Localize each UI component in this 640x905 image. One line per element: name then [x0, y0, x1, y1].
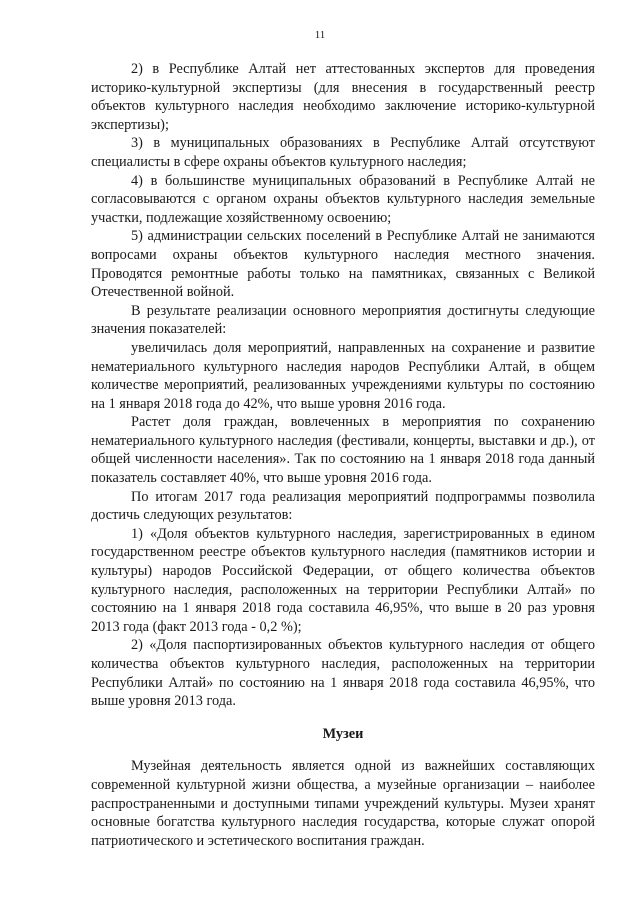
paragraph-museums: Музейная деятельность является одной из важнейших составляющих современной культурной жизни общества, а музейные организации – наиболее распространенными и доступными типами учреждений культуры. Музеи хранят основные богатства культурного наследия государства, которые служат опорой патриотического и эстетического воспитания граждан. — [91, 758, 595, 849]
paragraph-land-plots: 4) в большинстве муниципальных образований в Республике Алтай не согласовываются с органом охраны объектов культурного наследия земельные участки, подлежащие хозяйственному освоению; — [91, 172, 595, 226]
page-number: 11 — [314, 29, 326, 41]
paragraph-result-2: 2) «Доля паспортизированных объектов культурного наследия от общего количества объектов культурного наследия, расположенных на территории Республики Алтай» по состоянию на 1 января 2018 года составила 46,95%, что выше уровня 2013 года. — [91, 637, 595, 710]
section-heading-museums: Музеи — [322, 725, 364, 742]
paragraph-experts: 2) в Республике Алтай нет аттестованных экспертов для проведения историко-культурной экспертизы (для внесения в государственный реестр объектов культурного наследия необходимо заключение историко-культурной экспертизы); — [91, 61, 595, 133]
paragraph-results-intro: В результате реализации основного мероприятия достигнуты следующие значения показателей: — [91, 302, 595, 338]
paragraph-rural-administrations: 5) администрации сельских поселений в Республике Алтай не занимаются вопросами охраны объектов культурного наследия местного значения. Проводятся ремонтные работы только на памятниках, связанных с Великой Отечественной войной. — [91, 228, 595, 301]
paragraph-subprogram-results: По итогам 2017 года реализация мероприятий подпрограммы позволила достичь следующих результатов: — [91, 488, 595, 524]
paragraph-specialists: 3) в муниципальных образованиях в Республике Алтай отсутствуют специалисты в сфере охраны объектов культурного наследия; — [91, 135, 595, 170]
paragraph-citizens-share: Растет доля граждан, вовлеченных в мероприятия по сохранению нематериального культурного наследия (фестивали, концерты, выставки и др.), от общей численности населения». Так по состоянию на 1 января 2018 года данный показатель составляет 40%, что выше уровня 2016 года. — [91, 414, 595, 487]
paragraph-result-1: 1) «Доля объектов культурного наследия, зарегистрированных в едином государственном реестре объектов культурного наследия (памятников истории и культуры) народов Российской Федерации, от общего количества объектов культурного наследия, расположенных на территории Республики Алтай» по состоянию на 1 января 2018 года составила 46,95%, что выше в 20 раз уровня 2013 года (факт 2013 года - 0,2 %); — [91, 525, 595, 635]
document-body — [91, 60, 595, 850]
paragraph-events-share: увеличилась доля мероприятий, направленных на сохранение и развитие нематериального культурного наследия народов Республики Алтай, в общем количестве мероприятий, реализованных учреждениями культуры по состоянию на 1 января 2018 года до 42%, что выше уровня 2016 года. — [91, 339, 595, 412]
